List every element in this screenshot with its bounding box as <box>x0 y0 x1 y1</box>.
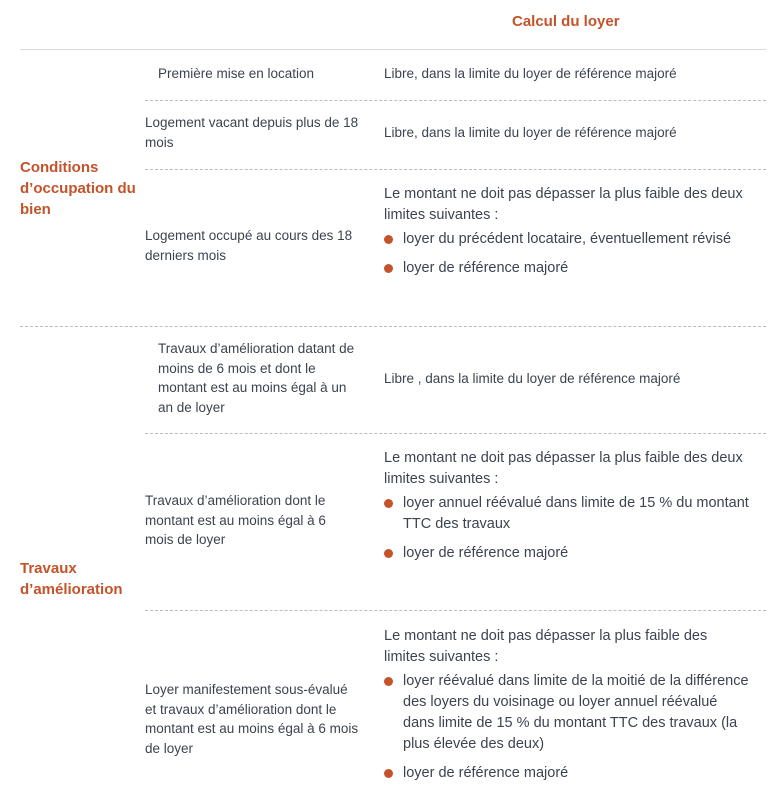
header-divider <box>20 49 766 50</box>
condition-occupied-18-months: Logement occupé au cours des 18 derniers mois <box>145 228 353 263</box>
calc-limits-list <box>384 493 764 564</box>
calc-intro: Le montant ne doit pas dépasser la plus faible des deux limites suivantes : <box>384 186 743 223</box>
condition-works-under-6-months: Travaux d’amélioration datant de moins de 6 mois et dont le montant est au moins égal à un an de loyer <box>158 341 355 415</box>
calc-works-under-6-months: Libre , dans la limite du loyer de référence majoré <box>384 371 681 386</box>
list-item <box>384 493 764 535</box>
list-item <box>384 543 764 564</box>
section-label-conditions: Conditions d’occupation du bien <box>20 159 136 218</box>
list-item <box>384 671 749 755</box>
bullet-icon <box>384 677 393 686</box>
list-item-text: loyer annuel réévalué dans limite de 15 % du montant TTC des travaux <box>403 495 749 532</box>
list-item-text: loyer du précédent locataire, éventuellement révisé <box>403 231 732 247</box>
calc-first-rental: Libre, dans la limite du loyer de référence majoré <box>384 66 677 81</box>
bullet-icon <box>384 549 393 558</box>
bullet-icon <box>384 264 393 273</box>
section-label-travaux: Travaux d’amélioration <box>20 560 123 598</box>
bullet-icon <box>384 499 393 508</box>
list-item-text: loyer de référence majoré <box>403 260 569 276</box>
calc-works-6-months-rent <box>384 448 764 564</box>
bullet-icon <box>384 769 393 778</box>
calc-occupied-18-months <box>384 184 764 279</box>
calc-intro: Le montant ne doit pas dépasser la plus faible des limites suivantes : <box>384 628 708 665</box>
calc-intro: Le montant ne doit pas dépasser la plus faible des deux limites suivantes : <box>384 450 743 487</box>
condition-undervalued-rent-works: Loyer manifestement sous-évalué et travaux d’amélioration dont le montant est au moins égal à 6 mois de loyer <box>145 682 359 756</box>
calc-limits-list <box>384 229 764 279</box>
list-item <box>384 258 764 279</box>
row-divider <box>145 610 766 611</box>
calc-limits-list <box>384 671 749 784</box>
bullet-icon <box>384 235 393 244</box>
calc-vacant-18-months: Libre, dans la limite du loyer de référence majoré <box>384 125 677 140</box>
section-divider <box>20 326 766 327</box>
column-header-calcul: Calcul du loyer <box>512 13 620 30</box>
list-item-text: loyer réévalué dans limite de la moitié de la différence des loyers du voisinage ou loyer annuel réévalué dans limite de 15 % du montant TTC des travaux (la plus élevée des deux) <box>403 673 749 752</box>
row-divider <box>145 433 766 434</box>
condition-first-rental: Première mise en location <box>158 66 315 81</box>
calc-undervalued-rent-works <box>384 626 749 784</box>
condition-works-6-months-rent: Travaux d’amélioration dont le montant est au moins égal à 6 mois de loyer <box>145 493 326 547</box>
list-item <box>384 763 749 784</box>
row-divider <box>145 169 766 170</box>
list-item-text: loyer de référence majoré <box>403 545 569 561</box>
condition-vacant-18-months: Logement vacant depuis plus de 18 mois <box>145 115 359 150</box>
row-divider <box>145 100 766 101</box>
list-item-text: loyer de référence majoré <box>403 765 569 781</box>
list-item <box>384 229 764 250</box>
